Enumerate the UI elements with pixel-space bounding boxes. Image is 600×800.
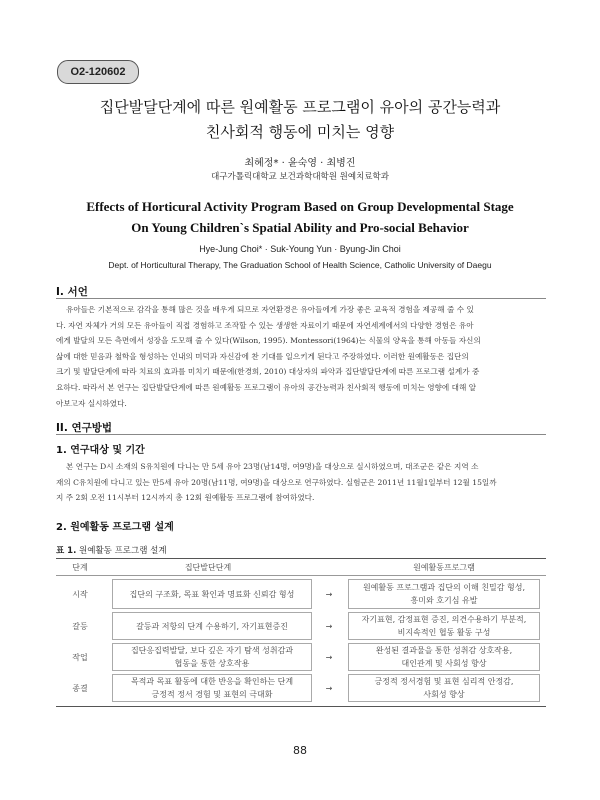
section-divider: [56, 298, 546, 299]
table-row-group: 집단의 구조화, 목표 확인과 명료화 신뢰감 형성: [112, 579, 312, 609]
subsection-heading-program-design: 2. 원예활동 프로그램 설계: [56, 522, 174, 533]
english-title-line-2: On Young Children`s Spatial Ability and Pro-social Behavior: [131, 220, 469, 235]
table-row-group: 갈등과 저항의 단계 수용하기, 자기표현증진: [112, 612, 312, 640]
group-line: 긍정적 정서 경험 및 표현의 극대화: [151, 690, 273, 699]
paragraph-line: 크기 및 발달단계에 따라 치료의 효과를 미치기 때문에(한경희, 2010) 대상자의 파악과 집단발달단계에 따른 프로그램 설계가 중: [56, 367, 480, 377]
table-row-program: [348, 674, 540, 702]
table-row-program: [348, 579, 540, 609]
program-line: 긍정적 정서경험 및 표현 심리적 안정감,: [374, 677, 514, 686]
english-title-line-1: Effects of Horticural Activity Program Based on Group Developmental Stage: [86, 199, 514, 214]
korean-authors: 최혜정* · 윤숙영 · 최병진: [244, 158, 356, 169]
subsection-heading-subjects: 1. 연구대상 및 기간: [56, 445, 145, 456]
korean-title-line-2: 친사회적 행동에 미치는 영향: [205, 123, 395, 141]
program-line: 비지속적인 협동 활동 구성: [397, 628, 491, 637]
paragraph-line: 본 연구는 D시 소재의 S유치원에 다니는 만 5세 유아 23명(남14명, 여9명)을 대상으로 실시하였으며, 대조군은 같은 지역 소: [66, 462, 479, 471]
program-line: 원예활동 프로그램과 집단의 이해 친밀감 형성,: [362, 583, 526, 592]
subjects-paragraph: [56, 459, 546, 506]
korean-affiliation: 대구가톨릭대학교 보건과학대학원 원예치료학과: [211, 172, 389, 182]
table-header-stage: 단계: [72, 562, 88, 572]
english-authors: Hye-Jung Choi* · Suk-Young Yun · Byung-Jin Choi: [199, 244, 401, 254]
arrow-right-icon: →: [325, 589, 333, 599]
program-line: 완성된 결과물을 통한 성취감 상호작용,: [375, 646, 513, 655]
table-row-stage: 시작: [72, 589, 88, 599]
section-heading-methods: II. 연구방법: [56, 422, 113, 434]
paragraph-line: 아보고자 실시하였다.: [56, 398, 127, 408]
table-row-group: [112, 674, 312, 702]
paper-code-badge: O2-120602: [57, 60, 139, 84]
table-row-stage: 갈등: [72, 621, 88, 631]
table-caption-text: 원예활동 프로그램 설계: [79, 546, 167, 556]
group-line: 집단응집력발달, 보다 깊은 자기 탐색 성취감과: [130, 646, 294, 655]
table-row-program: [348, 612, 540, 640]
introduction-paragraph: [56, 302, 546, 411]
korean-title-line-1: 집단발달단계에 따른 원예활동 프로그램이 유아의 공간능력과: [99, 98, 501, 116]
arrow-right-icon: →: [325, 683, 333, 693]
arrow-right-icon: →: [325, 621, 333, 631]
table-header-rule: [56, 575, 546, 576]
paragraph-line: 재의 C유치원에 다니고 있는 만5세 유아 20명(남11명, 여9명)을 대상으로 연구하였다. 실험군은 2011년 11월1일부터 12월 15일까: [56, 477, 497, 487]
arrow-right-icon: →: [325, 652, 333, 662]
table-caption: [56, 544, 167, 556]
table-row-group: [112, 643, 312, 671]
table-row-stage: 종결: [72, 683, 88, 693]
table-row-stage: 작업: [72, 652, 88, 662]
section-divider: [56, 434, 546, 435]
group-line: 협동을 통한 상호작용: [174, 659, 250, 668]
section-heading-introduction: I. 서언: [56, 286, 88, 298]
table-row-program: [348, 643, 540, 671]
page-number: 88: [293, 744, 307, 757]
paragraph-line: 지 주 2회 오전 11시부터 12시까지 총 12회 원예활동 프로그램에 참여하였다.: [56, 493, 315, 503]
program-line: 대인관계 및 사회성 향상: [401, 659, 487, 668]
paragraph-line: 유아들은 기본적으로 감각을 통해 많은 것을 배우게 되므로 자연환경은 유아들에게 가장 좋은 교육적 경험을 제공해 줄 수 있: [66, 305, 474, 314]
program-line: 자기표현, 감정표현 증진, 의견수용하기 부분적,: [361, 615, 527, 624]
group-line: 목적과 목표 활동에 대한 반응을 확인하는 단계: [130, 677, 294, 686]
table-bottom-rule: [56, 706, 546, 707]
paragraph-line: 다. 자연 자체가 거의 모든 유아들이 직접 경험하고 조작할 수 있는 생생한 자료이기 때문에 자연세계에서의 다양한 경험은 유아: [56, 320, 474, 330]
table-header-program: 원예활동프로그램: [413, 562, 475, 572]
paragraph-line: 삶에 대한 믿음과 철학을 형성하는 인내의 미덕과 자신감에 찬 기대를 일으키게 된다고 주장하였다. 이러한 원예활동은 집단의: [56, 351, 469, 361]
table-caption-label: 표 1.: [56, 546, 77, 556]
program-line: 사회성 향상: [423, 690, 465, 699]
paragraph-line: 에게 발달의 모든 측면에서 성장을 도모해 줄 수 있다(Wilson, 1995). Montessori(1964)는 식물의 양육을 통해 아동들 자신의: [56, 336, 481, 346]
program-line: 흥미와 호기심 유발: [410, 596, 478, 605]
paragraph-line: 요하다. 따라서 본 연구는 집단발달단계에 따른 원예활동 프로그램이 유아의 공간능력과 친사회적 행동에 미치는 영향에 대해 알: [56, 382, 477, 392]
table-header-group-stage: 집단발단단계: [184, 562, 232, 572]
english-affiliation: Dept. of Horticultural Therapy, The Graduation School of Health Science, Catholic University of Daegu: [108, 260, 492, 270]
